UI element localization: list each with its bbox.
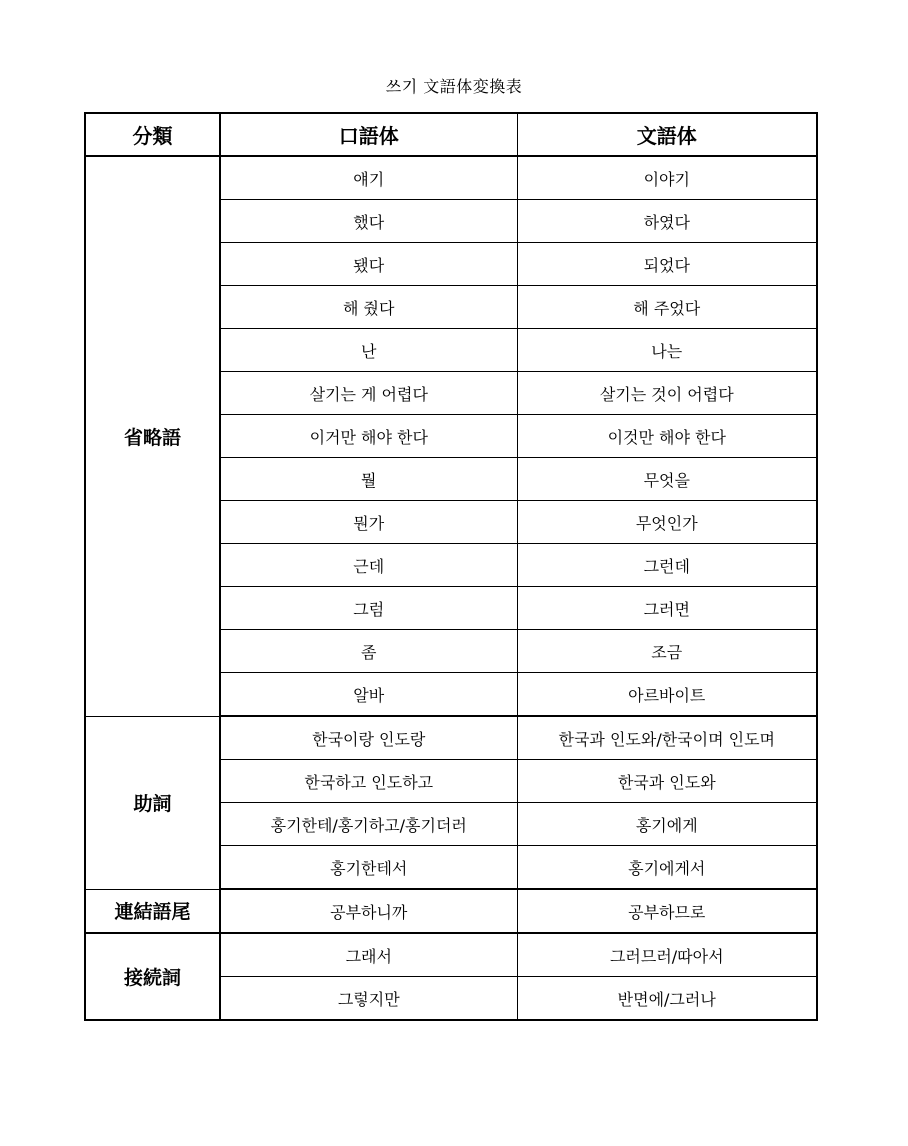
written-cell: 공부하므로 — [517, 889, 817, 933]
written-cell: 반면에/그러나 — [517, 977, 817, 1021]
written-cell: 홍기에게 — [517, 803, 817, 846]
category-cell: 省略語 — [85, 156, 220, 716]
colloquial-cell: 뭔가 — [220, 501, 517, 544]
written-cell: 그러면 — [517, 587, 817, 630]
written-cell: 이것만 해야 한다 — [517, 415, 817, 458]
colloquial-cell: 근데 — [220, 544, 517, 587]
written-cell: 해 주었다 — [517, 286, 817, 329]
header-category: 分類 — [85, 113, 220, 156]
colloquial-cell: 한국하고 인도하고 — [220, 760, 517, 803]
category-cell: 連結語尾 — [85, 889, 220, 933]
colloquial-cell: 그래서 — [220, 933, 517, 977]
colloquial-cell: 얘기 — [220, 156, 517, 200]
written-cell: 무엇을 — [517, 458, 817, 501]
written-cell: 나는 — [517, 329, 817, 372]
colloquial-cell: 난 — [220, 329, 517, 372]
written-cell: 한국과 인도와 — [517, 760, 817, 803]
written-cell: 되었다 — [517, 243, 817, 286]
written-cell: 이야기 — [517, 156, 817, 200]
colloquial-cell: 그렇지만 — [220, 977, 517, 1021]
colloquial-cell: 됐다 — [220, 243, 517, 286]
written-cell: 살기는 것이 어렵다 — [517, 372, 817, 415]
written-cell: 하였다 — [517, 200, 817, 243]
colloquial-cell: 했다 — [220, 200, 517, 243]
colloquial-cell: 이거만 해야 한다 — [220, 415, 517, 458]
colloquial-cell: 살기는 게 어렵다 — [220, 372, 517, 415]
colloquial-cell: 공부하니까 — [220, 889, 517, 933]
table-row — [85, 933, 817, 977]
written-cell: 무엇인가 — [517, 501, 817, 544]
table-row — [85, 889, 817, 933]
conversion-table — [84, 112, 818, 1021]
page-title: 쓰기 文語体変換表 — [385, 77, 523, 96]
table-row — [85, 156, 817, 200]
colloquial-cell: 알바 — [220, 673, 517, 717]
category-cell: 接続詞 — [85, 933, 220, 1020]
colloquial-cell: 한국이랑 인도랑 — [220, 716, 517, 760]
written-cell: 그러므러/따아서 — [517, 933, 817, 977]
written-cell: 그런데 — [517, 544, 817, 587]
written-cell: 홍기에게서 — [517, 846, 817, 890]
colloquial-cell: 그럼 — [220, 587, 517, 630]
colloquial-cell: 홍기한테/홍기하고/홍기더러 — [220, 803, 517, 846]
header-written: 文語体 — [517, 113, 817, 156]
header-colloquial: 口語体 — [220, 113, 517, 156]
colloquial-cell: 홍기한테서 — [220, 846, 517, 890]
written-cell: 조금 — [517, 630, 817, 673]
colloquial-cell: 좀 — [220, 630, 517, 673]
table-body — [85, 156, 817, 1020]
table-row — [85, 716, 817, 760]
written-cell: 한국과 인도와/한국이며 인도며 — [517, 716, 817, 760]
header-row — [85, 113, 817, 156]
colloquial-cell: 해 줬다 — [220, 286, 517, 329]
written-cell: 아르바이트 — [517, 673, 817, 717]
category-cell: 助詞 — [85, 716, 220, 889]
colloquial-cell: 뭘 — [220, 458, 517, 501]
